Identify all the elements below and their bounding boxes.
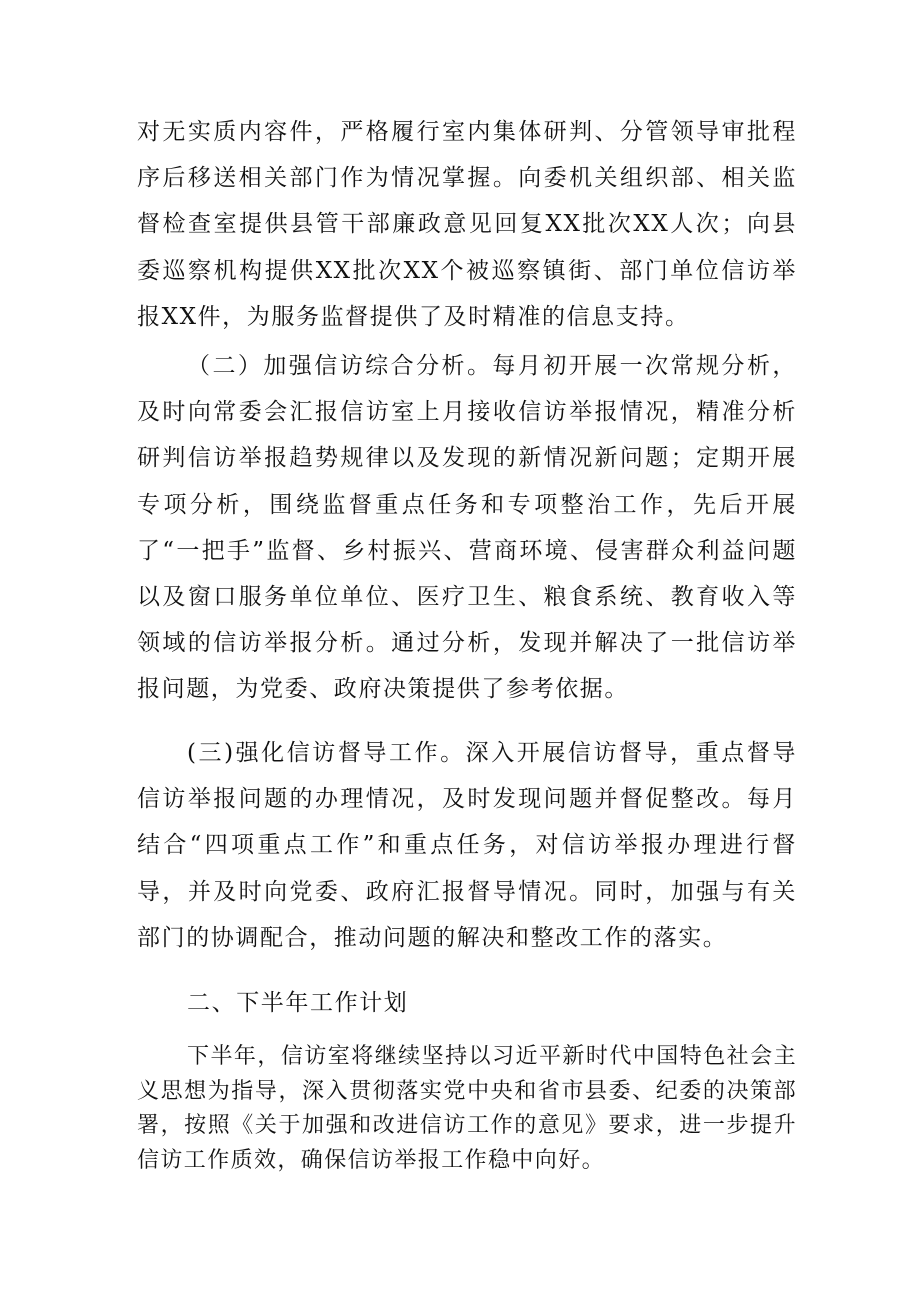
section-heading-second-half-plan: 二、下半年工作计划 <box>187 990 409 1016</box>
paragraph-supervision-work: (三)强化信访督导工作。深入开展信访督导，重点督导信访举报问题的办理情况，及时发现问题并督促整改。每月结合“四项重点工作”和重点任务，对信访举报办理进行督导，并及时向党委、政府汇报督导情况。同时，加强与有关部门的协调配合，推动问题的解决和整改工作的落实。 <box>137 740 797 951</box>
paragraph-second-half-plan: 下半年，信访室将继续坚持以习近平新时代中国特色社会主义思想为指导，深入贯彻落实党中央和省市县委、纪委的决策部署，按照《关于加强和改进信访工作的意见》要求，进一步提升信访工作质效，确保信访举报工作稳中向好。 <box>137 1044 797 1173</box>
paragraph-comprehensive-analysis: （二）加强信访综合分析。每月初开展一次常规分析，及时向常委会汇报信访室上月接收信访举报情况，精准分析研判信访举报趋势规律以及发现的新情况新问题；定期开展专项分析，围绕监督重点任务和专项整治工作，先后开展了“一把手”监督、乡村振兴、营商环境、侵害群众利益问题以及窗口服务单位单位、医疗卫生、粮食系统、教育收入等领域的信访举报分析。通过分析，发现并解决了一批信访举报问题，为党委、政府决策提供了参考依据。 <box>137 353 797 703</box>
paragraph-petition-handling: 对无实质内容件，严格履行室内集体研判、分管领导审批程序后移送相关部门作为情况掌握。向委机关组织部、相关监督检查室提供县管干部廉政意见回复XX批次XX人次；向县委巡察机构提供XX批次XX个被巡察镇街、部门单位信访举报XX件，为服务监督提供了及时精准的信息支持。 <box>137 119 797 330</box>
